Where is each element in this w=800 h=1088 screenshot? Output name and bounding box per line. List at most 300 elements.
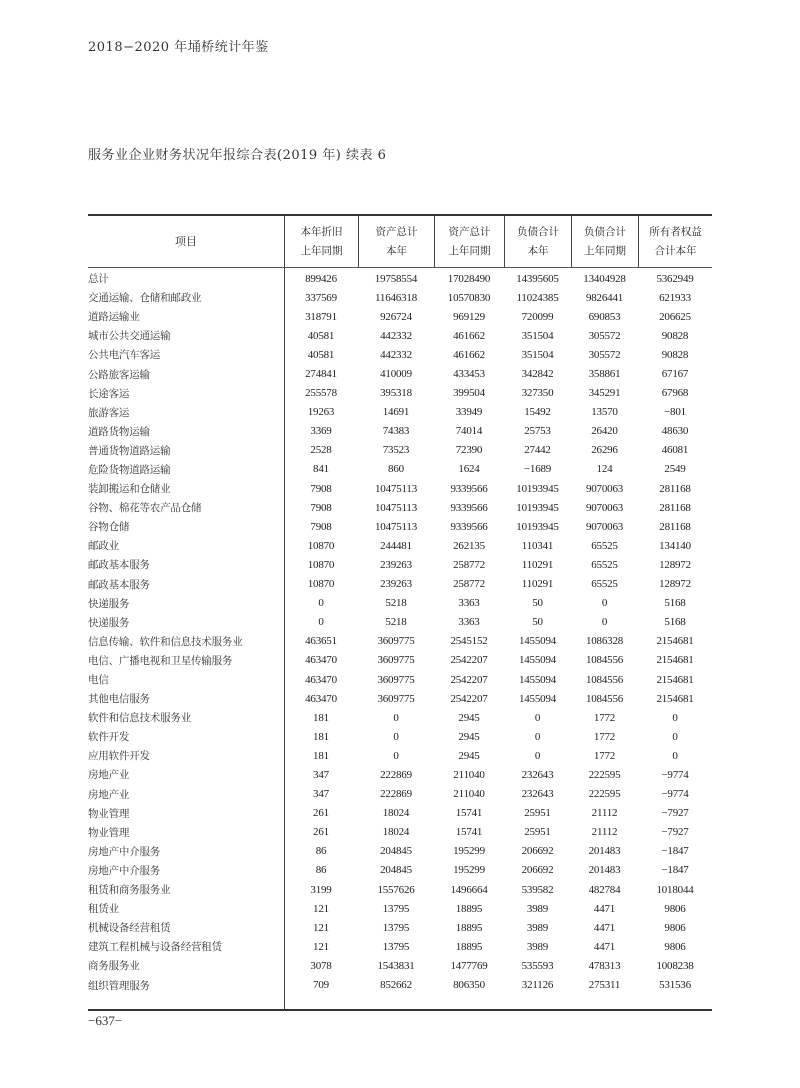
cell-value: 67167 [661, 368, 689, 381]
cell-value: 0 [601, 597, 608, 610]
cell-value: 18895 [455, 940, 483, 953]
cell-value: 0 [672, 730, 678, 743]
cell-value: 3609775 [377, 692, 415, 705]
cell-value: 7908 [310, 482, 332, 495]
cell-value: 351504 [521, 329, 554, 342]
row-label: 普通货物道路运输 [88, 444, 171, 457]
row-label: 公路旅客运输 [88, 368, 150, 381]
header-line: 项目 [175, 235, 197, 248]
cell-value: 1772 [593, 730, 616, 743]
table-row [88, 326, 712, 345]
cell-value: 5218 [385, 616, 407, 629]
cell-value: 14691 [382, 406, 410, 419]
cell-value: 206692 [521, 845, 554, 858]
cell-value: 442332 [380, 329, 412, 342]
cell-value: 281168 [659, 482, 691, 495]
cell-value: 10193945 [516, 520, 559, 533]
cell-value: 535593 [521, 959, 554, 972]
cell-value: 195299 [453, 845, 485, 858]
cell-value: 1496664 [450, 883, 488, 896]
cell-value: 25951 [524, 807, 551, 820]
column-header-liabilities-prev [571, 216, 638, 267]
cell-value: 18024 [382, 807, 410, 820]
table-body [88, 268, 712, 1009]
cell-value: 482784 [588, 883, 621, 896]
cell-value: 10475113 [375, 520, 417, 533]
cell-value: 262135 [453, 539, 485, 552]
cell-value: 2154681 [656, 635, 694, 648]
cell-value: 4471 [593, 921, 616, 934]
cell-value: 239263 [380, 558, 412, 571]
cell-value: 13795 [382, 902, 410, 915]
cell-value: 275311 [588, 979, 621, 992]
cell-value: 261 [313, 807, 329, 820]
cell-value: 461662 [453, 329, 485, 342]
cell-value: 67968 [661, 387, 689, 400]
cell-value: 90828 [661, 329, 689, 342]
row-label: 物业管理 [88, 826, 130, 839]
cell-value: 48630 [661, 425, 689, 438]
row-label: 邮政基本服务 [88, 578, 150, 591]
cell-value: 0 [672, 711, 678, 724]
cell-value: 463470 [305, 673, 337, 686]
table-row [88, 555, 712, 574]
cell-value: 9070063 [585, 520, 624, 533]
cell-value: 852662 [380, 979, 412, 992]
row-label: 交通运输、仓储和邮政业 [88, 292, 202, 305]
table-row [88, 441, 712, 460]
cell-value: 50 [532, 597, 543, 610]
cell-value: 9806 [664, 940, 686, 953]
cell-value: 899426 [305, 272, 337, 285]
cell-value: 461662 [453, 348, 485, 361]
table-row [88, 479, 712, 498]
table-row [88, 785, 712, 804]
header-line: 上年同期 [448, 244, 491, 257]
cell-value: 11646318 [375, 291, 417, 304]
row-label: 建筑工程机械与设备经营租赁 [88, 941, 222, 954]
cell-value: 1455094 [518, 692, 557, 705]
cell-value: 2549 [664, 463, 686, 476]
cell-value: 1008238 [656, 959, 694, 972]
cell-value: 9339566 [450, 482, 488, 495]
cell-value: 204845 [380, 864, 412, 877]
cell-value: 10570830 [447, 291, 491, 304]
cell-value: 463470 [305, 654, 337, 667]
financial-table [88, 214, 712, 1011]
cell-value: 1772 [593, 749, 616, 762]
table-row [88, 689, 712, 708]
cell-value: 9826441 [585, 291, 624, 304]
cell-value: 5218 [385, 597, 407, 610]
cell-value: 305572 [588, 348, 621, 361]
table-row [88, 861, 712, 880]
cell-value: 4471 [593, 902, 616, 915]
table-row [88, 364, 712, 383]
cell-value: 181 [313, 730, 329, 743]
row-label: 邮政业 [88, 540, 119, 553]
cell-value: 3609775 [377, 673, 415, 686]
cell-value: 7908 [310, 520, 332, 533]
cell-value: 2528 [310, 444, 332, 457]
cell-value: 181 [313, 749, 329, 762]
table-row [88, 708, 712, 727]
cell-value: 3989 [526, 940, 549, 953]
cell-value: 1086328 [585, 635, 624, 648]
row-label: 其他电信服务 [88, 693, 150, 706]
header-line: 本年折旧 [300, 225, 343, 238]
cell-value: 27442 [524, 444, 551, 457]
cell-value: 478313 [588, 959, 621, 972]
cell-value: 2945 [458, 730, 480, 743]
table-title: 服务业企业财务状况年报综合表(2019 年) 续表 6 [88, 148, 387, 163]
cell-value: 0 [534, 730, 541, 743]
table-row [88, 460, 712, 479]
cell-value: 0 [318, 616, 324, 629]
cell-value: 9806 [664, 921, 686, 934]
row-label: 快递服务 [88, 616, 130, 629]
cell-value: 9339566 [450, 520, 488, 533]
cell-value: 1084556 [585, 654, 624, 667]
table-row [88, 727, 712, 746]
cell-value: 2154681 [656, 654, 694, 667]
cell-value: 337569 [305, 291, 337, 304]
cell-value: −9774 [661, 788, 689, 801]
cell-value: 1084556 [585, 673, 624, 686]
cell-value: 463651 [305, 635, 337, 648]
cell-value: 2154681 [656, 692, 694, 705]
cell-value: 410009 [380, 368, 412, 381]
cell-value: 3363 [458, 616, 480, 629]
cell-value: 21112 [591, 807, 618, 820]
row-label: 谷物仓储 [88, 521, 130, 534]
cell-value: 9806 [664, 902, 686, 915]
cell-value: 65525 [591, 578, 618, 591]
cell-value: 2545152 [450, 635, 488, 648]
row-label: 机械设备经营租赁 [88, 922, 171, 935]
cell-value: 5362949 [656, 272, 694, 285]
table-row [88, 651, 712, 670]
cell-value: 211040 [453, 768, 485, 781]
cell-value: 1455094 [518, 673, 557, 686]
cell-value: 65525 [591, 539, 618, 552]
table-row [88, 765, 712, 784]
cell-value: 305572 [588, 329, 621, 342]
cell-value: 358861 [588, 368, 621, 381]
cell-value: 181 [313, 711, 329, 724]
cell-value: 86 [315, 845, 327, 858]
cell-value: 3609775 [377, 654, 415, 667]
header-line: 负债合计 [584, 225, 626, 238]
cell-value: 5168 [664, 616, 686, 629]
cell-value: 0 [534, 711, 541, 724]
table-row [88, 632, 712, 651]
cell-value: 18024 [382, 826, 410, 839]
cell-value: 1455094 [518, 635, 557, 648]
cell-value: 0 [393, 711, 399, 724]
cell-value: −801 [664, 406, 686, 419]
table-row [88, 937, 712, 956]
table-row [88, 288, 712, 307]
cell-value: 0 [393, 749, 399, 762]
cell-value: 463470 [305, 692, 337, 705]
cell-value: 33949 [455, 406, 483, 419]
cell-value: 1543831 [377, 959, 415, 972]
cell-value: 13795 [382, 940, 410, 953]
cell-value: 10870 [307, 558, 335, 571]
header-line: 所有者权益 [649, 225, 702, 238]
cell-value: 74014 [455, 425, 483, 438]
cell-value: 281168 [659, 501, 691, 514]
cell-value: 3609775 [377, 635, 415, 648]
row-label: 长途客运 [88, 387, 130, 400]
cell-value: 18895 [455, 902, 483, 915]
cell-value: 15741 [455, 826, 483, 839]
cell-value: 13570 [591, 406, 618, 419]
cell-value: 222595 [588, 788, 621, 801]
row-label: 组织管理服务 [88, 979, 150, 992]
cell-value: 50 [532, 616, 543, 629]
table-row [88, 956, 712, 975]
cell-value: 9339566 [450, 501, 488, 514]
cell-value: 2945 [458, 749, 480, 762]
cell-value: 73523 [382, 444, 410, 457]
row-label: 房地产业 [88, 788, 130, 801]
cell-value: 4471 [593, 940, 616, 953]
cell-value: 347 [313, 788, 329, 801]
row-label: 租赁和商务服务业 [88, 884, 171, 897]
cell-value: 232643 [521, 788, 554, 801]
cell-value: 65525 [591, 558, 618, 571]
header-line: 本年 [527, 244, 549, 257]
cell-value: 15492 [524, 406, 551, 419]
cell-value: 321126 [521, 979, 554, 992]
cell-value: 841 [313, 463, 329, 476]
cell-value: 10193945 [516, 482, 559, 495]
cell-value: 5168 [664, 597, 686, 610]
cell-value: 222869 [380, 788, 412, 801]
cell-value: 232643 [521, 768, 554, 781]
cell-value: 211040 [453, 788, 485, 801]
cell-value: 46081 [661, 444, 689, 457]
cell-value: 258772 [453, 558, 485, 571]
cell-value: 3199 [310, 883, 332, 896]
row-label: 信息传输、软件和信息技术服务业 [88, 635, 243, 648]
column-header-liabilities-current [504, 216, 571, 267]
cell-value: 860 [388, 463, 404, 476]
cell-value: 128972 [659, 578, 691, 591]
cell-value: 1018044 [656, 883, 694, 896]
cell-value: 539582 [521, 883, 554, 896]
cell-value: 399504 [453, 387, 485, 400]
cell-value: 19263 [307, 406, 335, 419]
cell-value: 10870 [307, 578, 335, 591]
cell-value: 0 [672, 749, 678, 762]
cell-value: 2542207 [450, 692, 488, 705]
row-label: 道路货物运输 [88, 425, 150, 438]
cell-value: 3363 [458, 597, 480, 610]
cell-value: 26296 [591, 444, 618, 457]
cell-value: 327350 [521, 387, 554, 400]
cell-value: 18895 [455, 921, 483, 934]
row-label: 道路运输业 [88, 311, 140, 324]
row-label: 总计 [88, 273, 109, 286]
cell-value: −7927 [661, 826, 689, 839]
cell-value: 720099 [521, 310, 554, 323]
cell-value: 690853 [588, 310, 621, 323]
cell-value: 110291 [521, 558, 554, 571]
column-header-item [88, 216, 284, 267]
cell-value: 0 [601, 616, 608, 629]
column-header-assets-prev [434, 216, 504, 267]
cell-value: 239263 [380, 578, 412, 591]
cell-value: 806350 [453, 979, 485, 992]
row-label: 商务服务业 [88, 960, 140, 973]
row-label: 租赁业 [88, 903, 119, 916]
cell-value: 709 [313, 979, 329, 992]
cell-value: 121 [313, 921, 329, 934]
cell-value: 74383 [382, 425, 410, 438]
cell-value: 2542207 [450, 673, 488, 686]
cell-value: 244481 [380, 539, 412, 552]
cell-value: 1772 [593, 711, 616, 724]
cell-value: 395318 [380, 387, 412, 400]
row-label: 谷物、棉花等农产品仓储 [88, 502, 202, 515]
header-line: 本年 [386, 244, 407, 257]
table-header [88, 216, 712, 268]
cell-value: 10193945 [516, 501, 559, 514]
cell-value: 21112 [591, 826, 618, 839]
cell-value: 3989 [526, 921, 549, 934]
cell-value: 531536 [659, 979, 691, 992]
cell-value: 342842 [521, 368, 554, 381]
cell-value: −9774 [661, 768, 689, 781]
table-row [88, 918, 712, 937]
row-label: 电信、广播电视和卫星传输服务 [88, 654, 233, 667]
cell-value: 2154681 [656, 673, 694, 686]
cell-value: 201483 [588, 864, 621, 877]
table-row [88, 975, 712, 994]
cell-value: 0 [534, 749, 541, 762]
row-label: 房地产业 [88, 769, 130, 782]
row-label: 房地产中介服务 [88, 845, 161, 858]
row-label: 软件和信息技术服务业 [88, 712, 191, 725]
cell-value: 351504 [521, 348, 554, 361]
cell-value: 72390 [455, 444, 483, 457]
row-label: 软件开发 [88, 731, 130, 744]
table-row [88, 269, 712, 288]
cell-value: 2945 [458, 711, 480, 724]
cell-value: 25951 [524, 826, 551, 839]
header-line: 上年同期 [584, 244, 626, 257]
cell-value: −7927 [661, 807, 689, 820]
cell-value: −1689 [523, 463, 552, 476]
table-row [88, 613, 712, 632]
table-row [88, 307, 712, 326]
table-row [88, 422, 712, 441]
cell-value: 926724 [380, 310, 412, 323]
header-line: 资产总计 [448, 225, 491, 238]
cell-value: 19758554 [374, 272, 418, 285]
cell-value: 3989 [526, 902, 549, 915]
table-row [88, 384, 712, 403]
cell-value: 433453 [453, 368, 485, 381]
row-label: 物业管理 [88, 807, 130, 820]
cell-value: 134140 [659, 539, 691, 552]
cell-value: 10475113 [375, 501, 417, 514]
cell-value: 110291 [521, 578, 554, 591]
cell-value: 204845 [380, 845, 412, 858]
header-line: 负债合计 [517, 225, 559, 238]
cell-value: 10475113 [375, 482, 417, 495]
cell-value: 345291 [588, 387, 621, 400]
cell-value: 9070063 [585, 482, 624, 495]
cell-value: 1084556 [585, 692, 624, 705]
row-label: 邮政基本服务 [88, 559, 150, 572]
cell-value: 274841 [305, 368, 337, 381]
table-row [88, 804, 712, 823]
cell-value: 255578 [305, 387, 337, 400]
table-row [88, 823, 712, 842]
table-row [88, 594, 712, 613]
cell-value: 40581 [307, 329, 335, 342]
cell-value: 13404928 [583, 272, 626, 285]
row-label: 房地产中介服务 [88, 864, 161, 877]
cell-value: 9070063 [585, 501, 624, 514]
header-line: 上年同期 [300, 244, 343, 257]
cell-value: −1847 [661, 864, 689, 877]
cell-value: 121 [313, 940, 329, 953]
table-row [88, 536, 712, 555]
column-header-depreciation-prev [284, 216, 358, 267]
cell-value: 2542207 [450, 654, 488, 667]
cell-value: 40581 [307, 348, 335, 361]
cell-value: 128972 [659, 558, 691, 571]
row-label: 快递服务 [88, 597, 130, 610]
row-label: 旅游客运 [88, 406, 130, 419]
cell-value: 124 [596, 463, 613, 476]
row-label: 应用软件开发 [88, 750, 150, 763]
cell-value: 222595 [588, 768, 621, 781]
cell-value: 3078 [310, 959, 332, 972]
cell-value: −1847 [661, 845, 689, 858]
cell-value: 90828 [661, 348, 689, 361]
cell-value: 206625 [659, 310, 691, 323]
cell-value: 969129 [453, 310, 485, 323]
cell-value: 281168 [659, 520, 691, 533]
table-row [88, 575, 712, 594]
cell-value: 1557626 [377, 883, 415, 896]
cell-value: 1624 [458, 463, 480, 476]
cell-value: 258772 [453, 578, 485, 591]
cell-value: 3369 [310, 425, 332, 438]
row-label: 电信 [88, 674, 109, 687]
cell-value: 15741 [455, 807, 483, 820]
cell-value: 195299 [453, 864, 485, 877]
cell-value: 86 [315, 864, 327, 877]
cell-value: 10870 [307, 539, 335, 552]
cell-value: 17028490 [447, 272, 491, 285]
row-label: 城市公共交通运输 [88, 330, 171, 343]
row-label: 公共电汽车客运 [88, 349, 161, 362]
table-row [88, 670, 712, 689]
cell-value: 206692 [521, 864, 554, 877]
column-header-assets-current [358, 216, 434, 267]
cell-value: 25753 [524, 425, 551, 438]
row-label: 装卸搬运和仓储业 [88, 483, 171, 496]
table-row [88, 842, 712, 861]
table-row [88, 345, 712, 364]
